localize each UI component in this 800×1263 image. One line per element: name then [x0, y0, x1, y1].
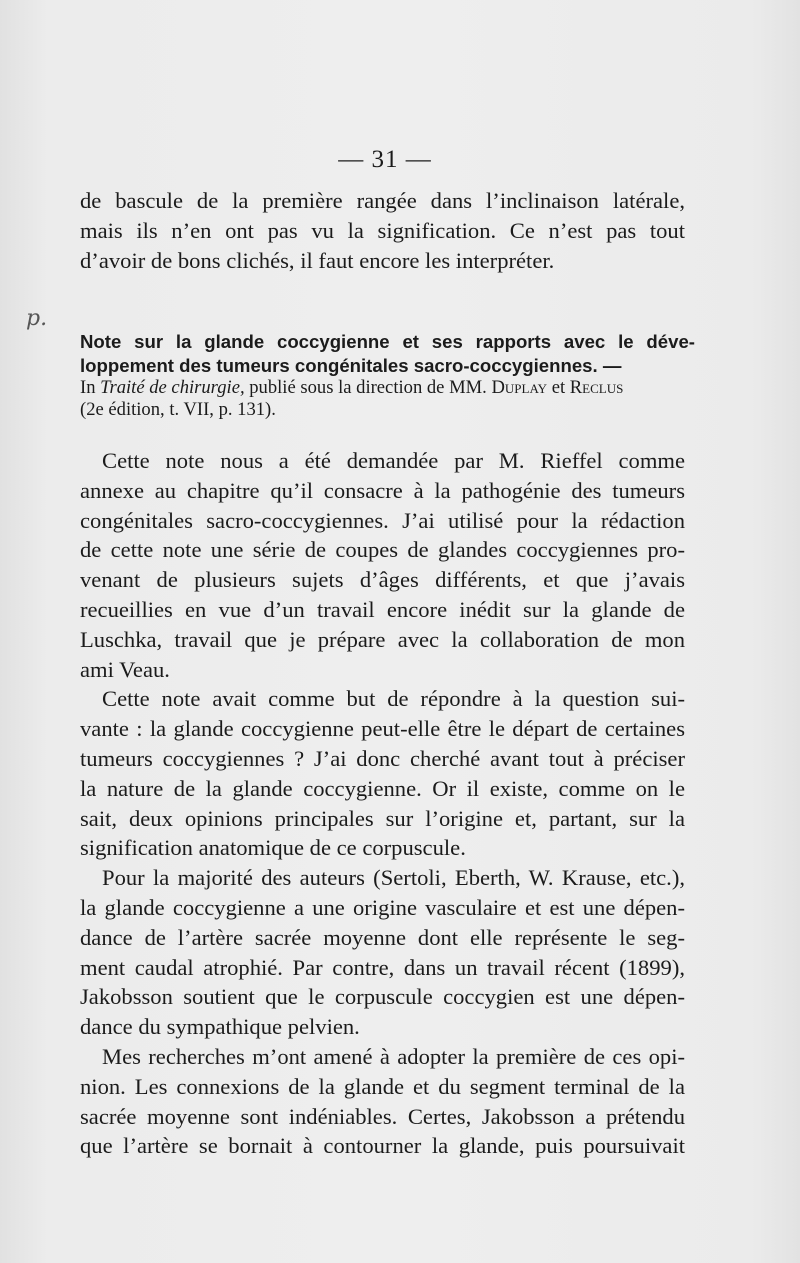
text-line: ment caudal atrophié. Par contre, dans un travail récent (1899),	[80, 954, 685, 980]
paragraph	[80, 1042, 685, 1161]
text-line: recueillies en vue d’un travail encore inédit sur la glande de	[80, 596, 685, 622]
text-line: Cette note avait comme but de répondre à la question sui-	[102, 686, 685, 712]
note-title-line: Note sur la glande coccygienne et ses rapports avec le déve-	[80, 331, 695, 352]
text-line: de cette note une série de coupes de glandes coccygiennes pro-	[80, 537, 685, 563]
text-line: Mes recherches m’ont amené à adopter la première de ces opi-	[102, 1043, 685, 1069]
text-line: signification anatomique de ce corpuscule.	[80, 835, 466, 861]
text-line: tumeurs coccygiennes ? J’ai donc cherché avant tout à préciser	[80, 745, 685, 771]
text-line: ami Veau.	[80, 656, 170, 682]
text-line: Luschka, travail que je prépare avec la collaboration de mon	[80, 626, 685, 652]
text-line: venant de plusieurs sujets d’âges différents, et que j’avais	[80, 567, 685, 593]
text-line: la glande coccygienne a une origine vasculaire et est une dépen-	[80, 894, 685, 920]
text-line: sait, deux opinions principales sur l’origine et, partant, sur la	[80, 805, 685, 831]
note-entry	[80, 330, 695, 421]
text-line: vante : la glande coccygienne peut-elle être le départ de certaines	[80, 716, 685, 742]
note-edition: (2e édition, t. VII, p. 131).	[80, 399, 276, 420]
text-line: congénitales sacro-coccygiennes. J’ai utilisé pour la rédaction	[80, 507, 685, 533]
ref-author: Reclus	[569, 377, 624, 398]
paragraph	[80, 863, 685, 1042]
text-line: dance du sympathique pelvien.	[80, 1014, 360, 1040]
note-reference	[80, 377, 695, 399]
text-line: Cette note nous a été demandée par M. Rieffel comme	[102, 448, 685, 473]
ref-author: Duplay	[491, 377, 548, 398]
intro-paragraph	[80, 186, 685, 275]
ref-publisher: publié sous la direction de MM.	[249, 377, 487, 398]
text-line: Pour la majorité des auteurs (Sertoli, Eberth, W. Krause, etc.),	[102, 865, 685, 891]
text-line: annexe au chapitre qu’il consacre à la pathogénie des tumeurs	[80, 477, 685, 503]
text-line: la nature de la glande coccygienne. Or il existe, comme on le	[80, 775, 685, 801]
text-line: d’avoir de bons clichés, il faut encore les interpréter.	[80, 247, 555, 273]
text-line: que l’artère se bornait à contourner la glande, puis poursuivait	[80, 1133, 685, 1159]
text-line: Jakobsson soutient que le corpuscule coccygien est une dépen-	[80, 984, 685, 1010]
body-text	[80, 446, 685, 1161]
ref-in: In	[80, 377, 96, 398]
ref-and: et	[551, 377, 566, 398]
note-title-line: loppement des tumeurs congénitales sacro-coccygiennes. —	[80, 354, 622, 376]
text-line: de bascule de la première rangée dans l’inclinaison latérale,	[80, 188, 685, 213]
page-number: — 31 —	[338, 146, 432, 173]
text-line: sacrée moyenne sont indéniables. Certes, Jakobsson a prétendu	[80, 1103, 685, 1129]
paragraph	[80, 684, 685, 863]
text-line: nion. Les connexions de la glande et du segment terminal de la	[80, 1073, 685, 1099]
text-line: mais ils n’en ont pas vu la signification. Ce n’est pas tout	[80, 217, 685, 243]
paragraph	[80, 446, 685, 684]
margin-annotation: p.	[26, 306, 48, 331]
text-line: dance de l’artère sacrée moyenne dont elle représente le seg-	[80, 924, 685, 950]
ref-work-title: Traité de chirurgie,	[100, 377, 245, 398]
